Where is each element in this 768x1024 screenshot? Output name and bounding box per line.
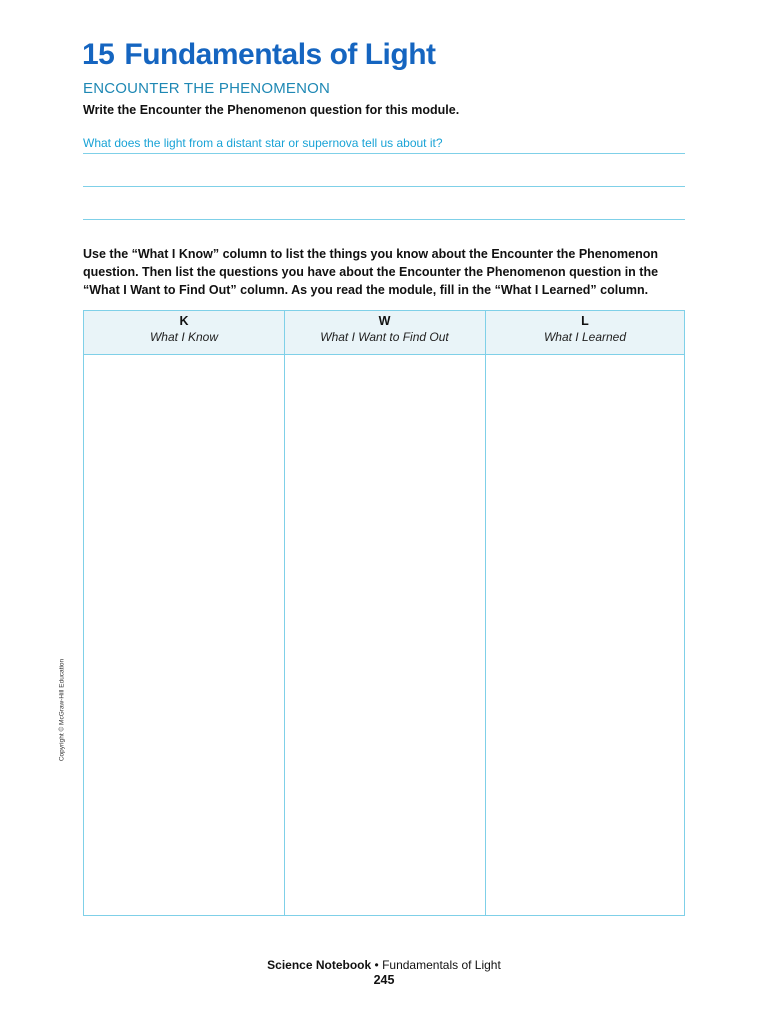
- footer: [0, 958, 768, 972]
- kwl-cell-know[interactable]: [84, 354, 284, 915]
- kwl-letter-l: L: [581, 314, 589, 328]
- phenomenon-answer[interactable]: What does the light from a distant star or supernova tell us about it?: [83, 136, 443, 150]
- answer-line-2[interactable]: [83, 186, 685, 187]
- answer-line-3[interactable]: [83, 219, 685, 220]
- footer-chapter: Fundamentals of Light: [382, 958, 501, 972]
- kwl-label-know: What I Know: [149, 330, 219, 344]
- kwl-label-want: What I Want to Find Out: [320, 330, 449, 344]
- module-title: Fundamentals of Light: [124, 38, 436, 71]
- kwl-cell-learned[interactable]: [486, 354, 684, 915]
- kwl-instructions: Use the “What I Know” column to list the things you know about the Encounter the Phenomenon question. Then list the questions you have about the Encounter the Phenomenon question in the “What I Want to Find Out” column. As you read the module, fill in the “What I Learned” column.: [83, 247, 659, 297]
- kwl-letter-k: K: [179, 314, 189, 328]
- kwl-header-w: [284, 311, 485, 354]
- page-number: 245: [373, 973, 395, 987]
- kwl-cell-want[interactable]: [285, 354, 485, 915]
- question-instruction: Write the Encounter the Phenomenon question for this module.: [83, 103, 460, 117]
- section-heading: ENCOUNTER THE PHENOMENON: [83, 80, 331, 97]
- footer-book: Science Notebook: [267, 958, 372, 972]
- kwl-label-learned: What I Learned: [543, 330, 627, 344]
- kwl-letter-w: W: [378, 314, 391, 328]
- answer-line-1: [83, 153, 685, 154]
- footer-separator: •: [374, 958, 379, 972]
- kwl-header-k: [84, 311, 284, 354]
- page-title: [82, 38, 436, 72]
- kwl-table: [83, 310, 685, 916]
- module-number: 15: [82, 38, 115, 71]
- kwl-header-l: [485, 311, 685, 354]
- copyright-notice: Copyright © McGraw-Hill Education: [58, 658, 66, 762]
